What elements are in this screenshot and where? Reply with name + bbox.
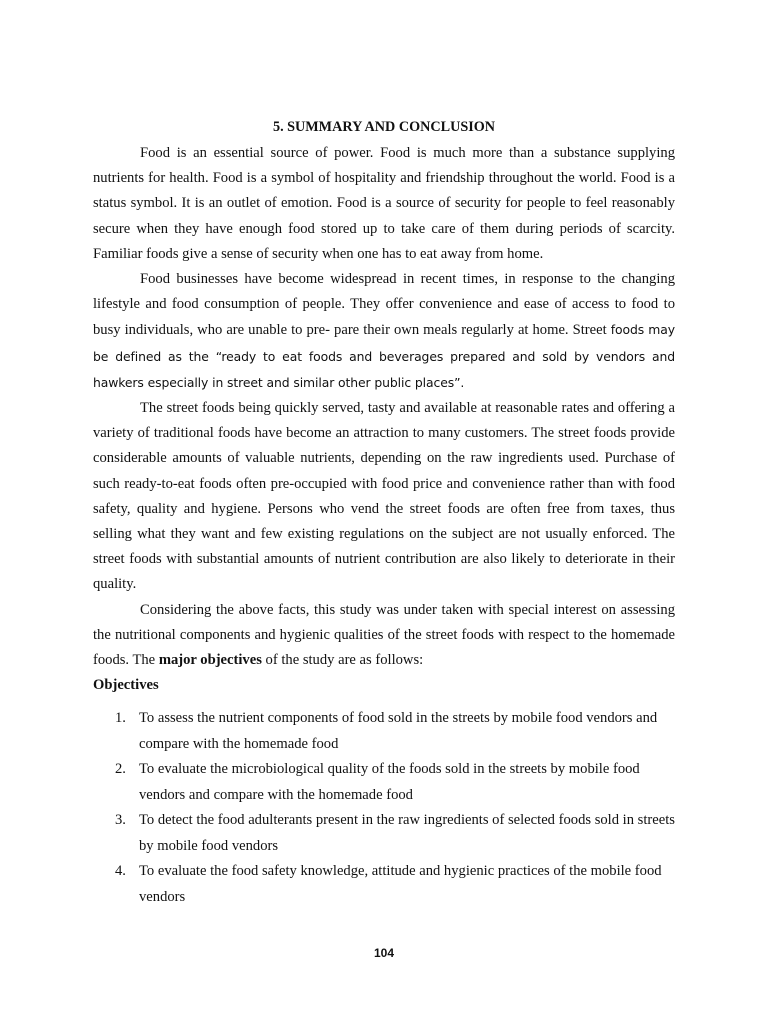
objective-text: To evaluate the microbiological quality of the foods sold in the streets by mobile food vendors and compare with the homemade food — [139, 761, 640, 803]
major-objectives-emphasis: major objectives — [158, 652, 262, 669]
objective-text: To evaluate the food safety knowledge, attitude and hygienic practices of the mobile food vendors — [139, 863, 662, 905]
objective-item — [93, 808, 679, 859]
paragraph-food-businesses — [93, 267, 675, 396]
objective-item — [93, 757, 679, 808]
section-title: 5. SUMMARY AND CONCLUSION — [272, 119, 496, 135]
objective-text: To detect the food adulterants present in the raw ingredients of selected foods sold in streets by mobile food vendors — [139, 812, 675, 854]
objectives-list — [93, 706, 675, 910]
objective-item — [93, 706, 679, 757]
street-food-definition: foods may be defined as the “ready to eat foods and beverages prepared and sold by vendors and hawkers especially in street and similar other public places”. — [93, 322, 675, 390]
paragraph-street-foods: The street foods being quickly served, tasty and available at reasonable rates and offering a variety of traditional foods have become an attraction to many customers. The street foods provide considerable amounts of valuable nutrients, depending on the raw ingredients used. Purchase of such ready-to-eat foods often pre-occupied with food price and convenience rather than with food safety, quality and hygiene. Persons who vend the street foods are often free from taxes, thus selling what they want and few existing regulations on the subject are not usually enforced. The street foods with substantial amounts of nutrient contribution are also likely to deteriorate in their quality. — [93, 400, 675, 593]
page-number: 104 — [373, 946, 395, 960]
paragraph-study-purpose — [93, 598, 675, 674]
objective-number: 1. — [115, 710, 126, 727]
objective-number: 3. — [115, 812, 126, 829]
paragraph-food-source: Food is an essential source of power. Food is much more than a substance supplying nutrients for health. Food is a symbol of hospitality and friendship throughout the world. Food is a status symbol. It is an outlet of emotion. Food is a source of security for people to feel reasonably secure when they have enough food stored up to take care of them during periods of scarcity. Familiar foods give a sense of security when one has to eat away from home. — [93, 145, 675, 262]
objective-text: To assess the nutrient components of food sold in the streets by mobile food vendors and compare with the homemade food — [139, 710, 658, 752]
objective-number: 4. — [115, 863, 126, 880]
objective-number: 2. — [115, 761, 126, 778]
document-page — [93, 117, 675, 910]
objectives-heading: Objectives — [93, 677, 159, 694]
paragraph-study-purpose-end: of the study are as follows: — [261, 652, 424, 669]
paragraph-food-businesses-text: Food businesses have become widespread in recent times, in response to the changing lifestyle and food consumption of people. They offer convenience and ease of access to food to busy individuals, who are unable to pre- pare their own meals regularly at home. Street — [93, 271, 675, 339]
paragraph-study-purpose-text: Considering the above facts, this study was under taken with special interest on assessing the nutritional components and hygienic qualities of the street foods with respect to the homemade foods. The — [93, 601, 675, 669]
objective-item — [93, 859, 679, 910]
